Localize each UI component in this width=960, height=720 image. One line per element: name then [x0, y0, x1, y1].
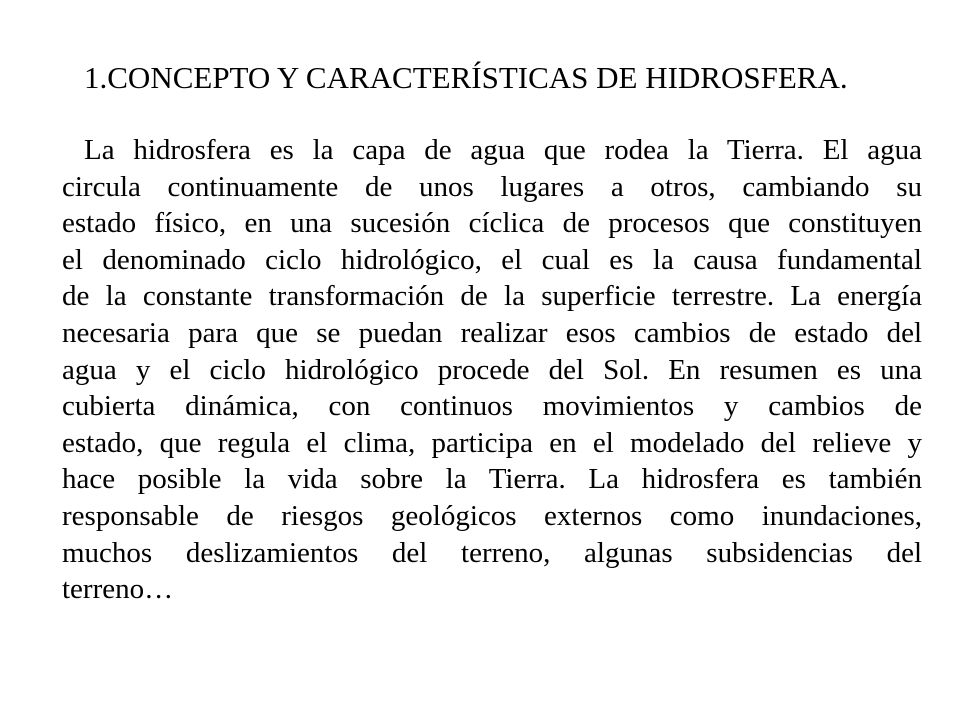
- paragraph-line: estado físico, en una sucesión cíclica de procesos que constituyen: [62, 207, 922, 240]
- page-title: 1.CONCEPTO Y CARACTERÍSTICAS DE HIDROSFERA.: [84, 60, 848, 95]
- paragraph-line: La hidrosfera es la capa de agua que rodea la Tierra. El agua: [84, 134, 922, 166]
- paragraph-line: el denominado ciclo hidrológico, el cual es la causa fundamental: [62, 243, 922, 276]
- paragraph-line: necesaria para que se puedan realizar esos cambios de estado del: [62, 316, 922, 349]
- body-paragraph: [62, 132, 922, 608]
- paragraph-line: cubierta dinámica, con continuos movimientos y cambios de: [62, 390, 922, 423]
- paragraph-line: responsable de riesgos geológicos externos como inundaciones,: [62, 499, 922, 532]
- paragraph-line: de la constante transformación de la superficie terrestre. La energía: [62, 280, 922, 313]
- paragraph-line: circula continuamente de unos lugares a otros, cambiando su: [62, 170, 922, 203]
- paragraph-line: estado, que regula el clima, participa en el modelado del relieve y: [62, 426, 922, 459]
- paragraph-line: muchos deslizamientos del terreno, algunas subsidencias del: [62, 536, 922, 569]
- paragraph-line: agua y el ciclo hidrológico procede del Sol. En resumen es una: [62, 353, 922, 386]
- paragraph-line: hace posible la vida sobre la Tierra. La hidrosfera es también: [62, 463, 922, 496]
- paragraph-line: terreno…: [62, 573, 174, 606]
